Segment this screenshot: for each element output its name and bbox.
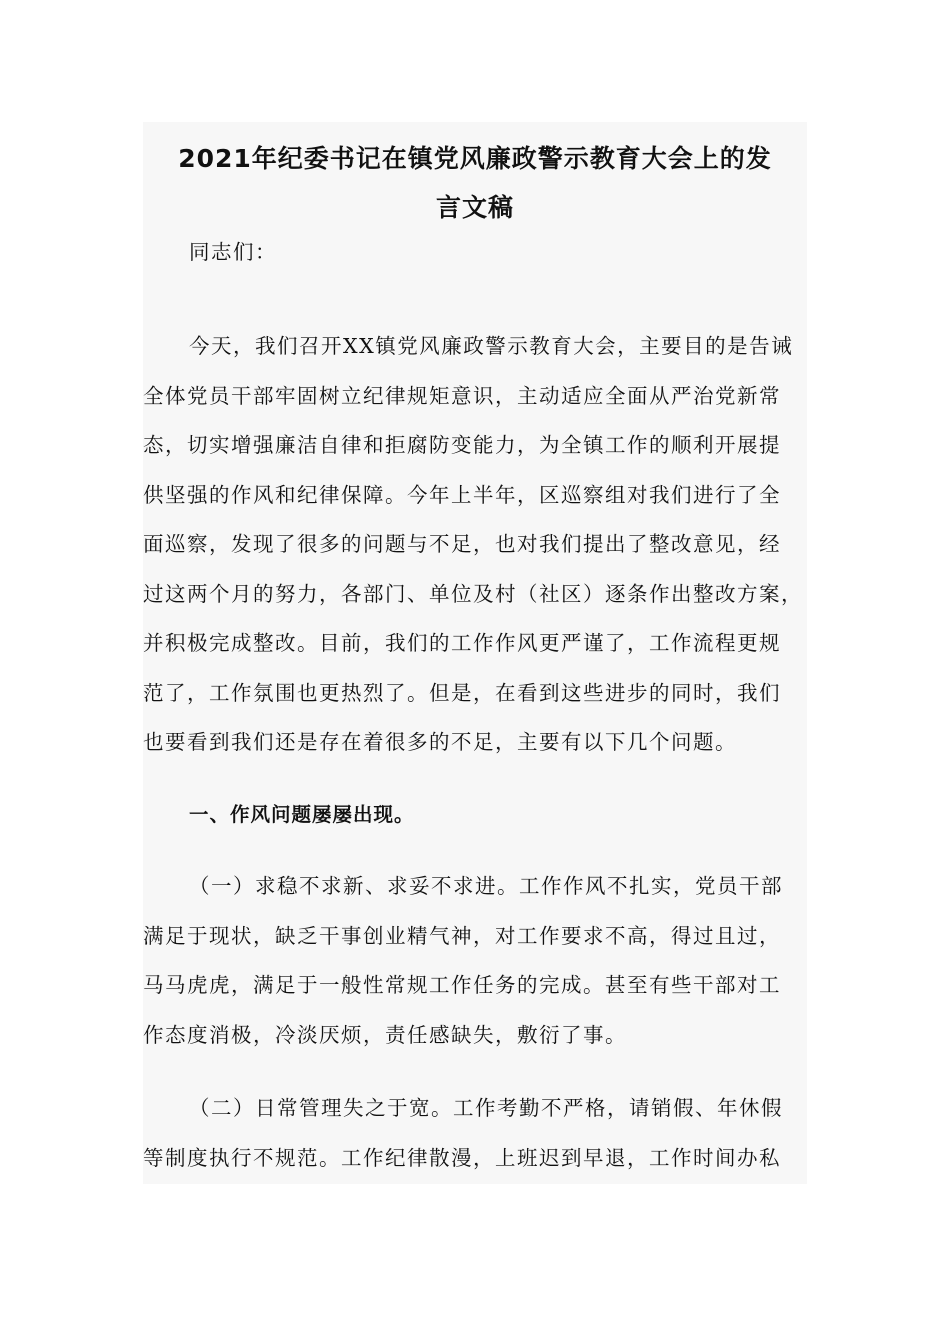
paragraph-line: （一）求稳不求新、求妥不求进。工作作风不扎实，党员干部 [189,874,783,898]
document-title [143,134,807,232]
paragraph-intro [143,322,807,768]
title-line: 2021年纪委书记在镇党风廉政警示教育大会上的发 [178,144,772,173]
paragraph-line: 马马虎虎，满足于一般性常规工作任务的完成。甚至有些干部对工 [143,973,781,997]
salutation: 同志们： [189,240,277,264]
paragraph-line: 满足于现状，缺乏干事创业精气神，对工作要求不高，得过且过， [143,923,781,948]
paragraph-line: 态，切实增强廉洁自律和拒腐防变能力，为全镇工作的顺利开展提 [143,433,781,457]
section-heading: 一、作风问题屡屡出现。 [189,803,415,826]
paragraph-section-1 [143,862,807,1060]
document-page [143,122,807,1184]
paragraph-line: 供坚强的作风和纪律保障。今年上半年，区巡察组对我们进行了全 [143,482,781,507]
paragraph-line: 范了，工作氛围也更热烈了。但是，在看到这些进步的同时，我们 [143,680,781,705]
title-line: 言文稿 [435,193,514,222]
paragraph-line: （二）日常管理失之于宽。工作考勤不严格，请销假、年休假 [189,1096,783,1120]
paragraph-line: 过这两个月的努力，各部门、单位及村（社区）逐条作出整改方案， [143,581,803,606]
paragraph-line: 等制度执行不规范。工作纪律散漫，上班迟到早退，工作时间办私 [143,1145,781,1170]
paragraph-line: 面巡察，发现了很多的问题与不足，也对我们提出了整改意见，经 [143,532,781,556]
paragraph-line: 今天，我们召开XX镇党风廉政警示教育大会，主要目的是告诫 [189,334,794,358]
paragraph-line: 并积极完成整改。目前，我们的工作作风更严谨了，工作流程更规 [143,631,781,655]
paragraph-line: 作态度消极，冷淡厌烦，责任感缺失，敷衍了事。 [143,1022,627,1047]
paragraph-section-2 [143,1084,807,1183]
paragraph-line: 全体党员干部牢固树立纪律规矩意识，主动适应全面从严治党新常 [143,383,781,408]
paragraph-line: 也要看到我们还是存在着很多的不足，主要有以下几个问题。 [143,730,737,754]
